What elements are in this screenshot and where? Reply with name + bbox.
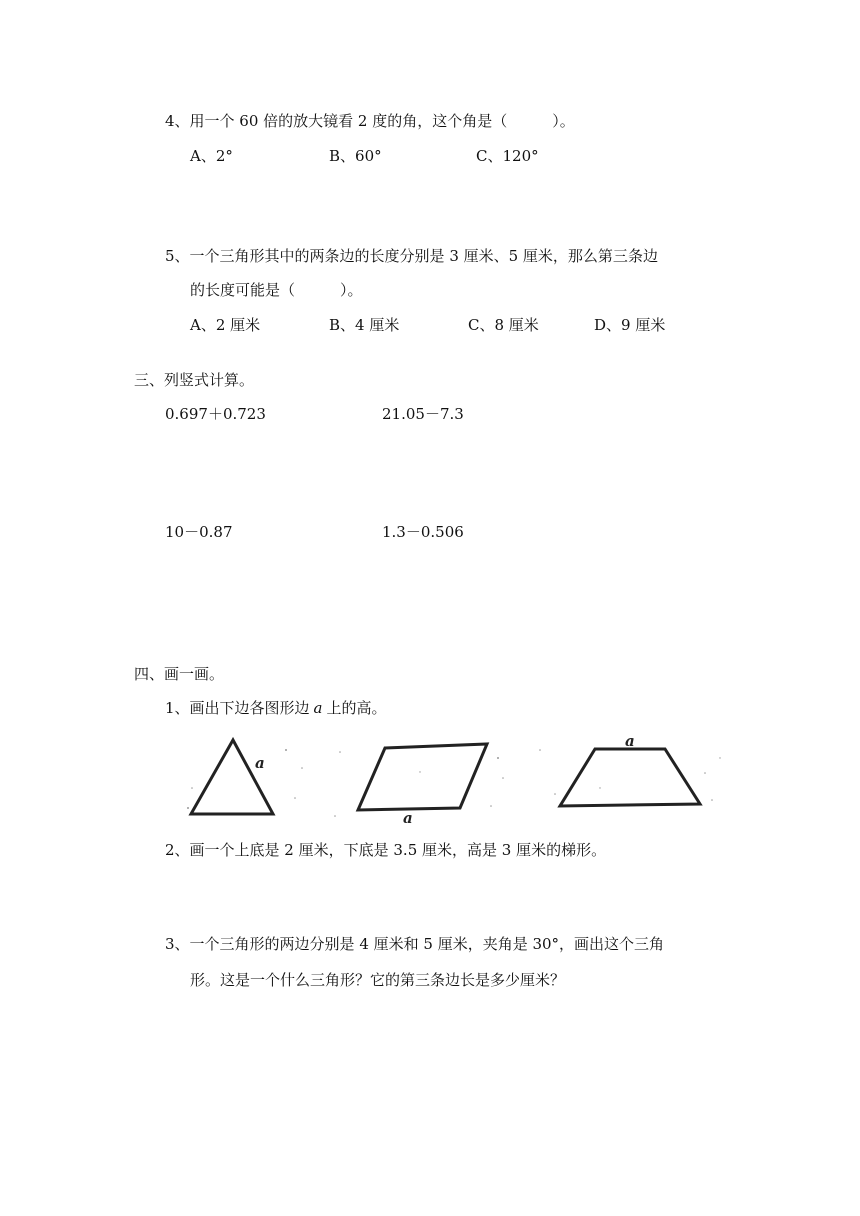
q5-option-b: B、4 厘米: [329, 316, 400, 334]
task3-line1: 3、一个三角形的两边分别是 4 厘米和 5 厘米，夹角是 30°，画出这个三角: [165, 935, 665, 953]
q4-option-a: A、2°: [190, 147, 233, 165]
trapezoid-figure: [560, 749, 700, 806]
q5-stem-line1: 5、一个三角形其中的两条边的长度分别是 3 厘米、5 厘米，那么第三条边: [165, 247, 658, 265]
q5-stem-line2: 的长度可能是（ ）。: [190, 281, 363, 299]
task2-instruction: 2、画一个上底是 2 厘米，下底是 3.5 厘米，高是 3 厘米的梯形。: [165, 841, 607, 859]
calc-expression-1: 0.697＋0.723: [165, 405, 266, 423]
task1-suffix: 上的高。: [326, 699, 387, 717]
parallelogram-label-a: a: [403, 809, 413, 827]
task1-instruction: [165, 698, 387, 718]
triangle-figure: [191, 740, 273, 814]
q5-option-c: C、8 厘米: [468, 316, 539, 334]
triangle-label-a: a: [255, 754, 265, 772]
q4-option-b: B、60°: [329, 147, 382, 165]
task1-variable: a: [313, 699, 323, 717]
figures-row: [0, 728, 860, 828]
calc-expression-4: 1.3－0.506: [382, 523, 464, 541]
task3-line2: 形。这是一个什么三角形？它的第三条边长是多少厘米？: [190, 971, 566, 989]
q5-option-a: A、2 厘米: [190, 316, 261, 334]
section3-heading: 三、列竖式计算。: [134, 371, 255, 389]
calc-expression-2: 21.05－7.3: [382, 405, 464, 423]
section4-heading: 四、画一画。: [134, 665, 225, 683]
calc-expression-3: 10－0.87: [165, 523, 233, 541]
parallelogram-figure: [358, 744, 487, 810]
task1-prefix: 1、画出下边各图形边: [165, 699, 310, 717]
q4-stem: 4、用一个 60 倍的放大镜看 2 度的角，这个角是（ ）。: [165, 112, 575, 130]
q4-option-c: C、120°: [476, 147, 539, 165]
q5-option-d: D、9 厘米: [594, 316, 666, 334]
trapezoid-label-a: a: [625, 732, 635, 750]
